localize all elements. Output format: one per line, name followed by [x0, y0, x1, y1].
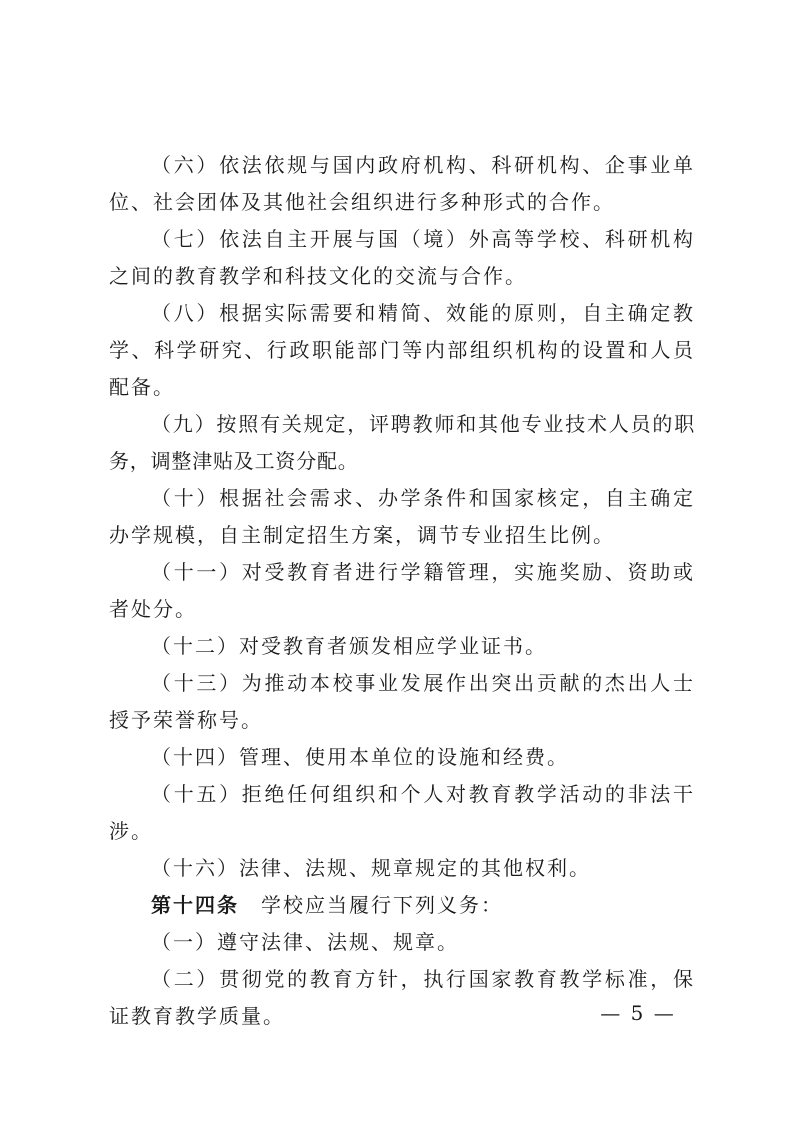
paragraph-rights-15: （十五）拒绝任何组织和个人对教育教学活动的非法干涉。 [109, 782, 695, 843]
page-number: — 5 — [600, 1001, 676, 1025]
paragraph-rights-14: （十四）管理、使用本单位的设施和经费。 [151, 745, 569, 769]
document-body [109, 147, 695, 1035]
paragraph-rights-11: （十一）对受教育者进行学籍管理，实施奖励、资助或者处分。 [109, 560, 695, 621]
paragraph-rights-16: （十六）法律、法规、规章规定的其他权利。 [151, 856, 591, 880]
paragraph-rights-13: （十三）为推动本校事业发展作出突出贡献的杰出人士授予荣誉称号。 [109, 671, 695, 732]
paragraph-rights-12: （十二）对受教育者颁发相应学业证书。 [151, 634, 547, 658]
paragraph-rights-6: （六）依法依规与国内政府机构、科研机构、企事业单位、社会团体及其他社会组织进行多种形式的合作。 [109, 153, 695, 214]
paragraph-rights-10: （十）根据社会需求、办学条件和国家核定，自主确定办学规模，自主制定招生方案，调节专业招生比例。 [109, 486, 695, 547]
article-label: 第十四条 [151, 893, 239, 917]
paragraph-rights-7: （七）依法自主开展与国（境）外高等学校、科研机构之间的教育教学和科技文化的交流与合作。 [109, 227, 695, 288]
paragraph-rights-9: （九）按照有关规定，评聘教师和其他专业技术人员的职务，调整津贴及工资分配。 [109, 412, 695, 473]
paragraph-duty-2: （二）贯彻党的教育方针，执行国家教育教学标准，保证教育教学质量。 [109, 967, 695, 1028]
paragraph-duty-1: （一）遵守法律、法规、规章。 [151, 930, 459, 954]
article-text: 学校应当履行下列义务： [261, 893, 503, 917]
article-14-heading [109, 887, 695, 924]
paragraph-rights-8: （八）根据实际需要和精简、效能的原则，自主确定教学、科学研究、行政职能部门等内部组织机构的设置和人员配备。 [109, 301, 695, 399]
